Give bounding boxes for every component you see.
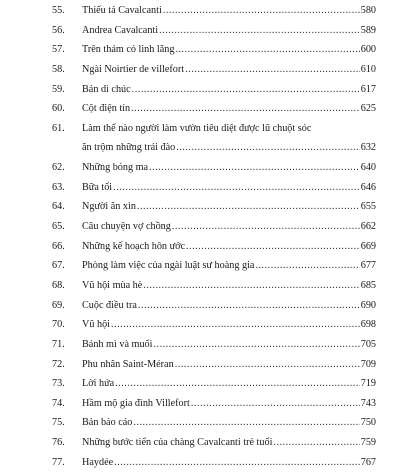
toc-entry-title: Haydée (82, 456, 114, 468)
toc-entry-page: 600 (360, 44, 376, 56)
toc-entry-number: 69. (52, 299, 65, 311)
toc-entry-number: 56. (52, 24, 65, 36)
toc-entry-page: 719 (360, 378, 376, 390)
toc-entry-page: 669 (360, 240, 376, 252)
toc-entry-page: 677 (360, 260, 376, 272)
toc-entry-68[interactable] (52, 276, 376, 296)
toc-entry-page: 743 (360, 397, 376, 409)
dot-leader (111, 315, 360, 335)
toc-entry-number: 72. (52, 358, 65, 370)
dot-leader (186, 237, 360, 257)
toc-entry-page: 662 (360, 221, 376, 233)
toc-entry-page: 625 (360, 103, 376, 115)
toc-entry-title: Hầm mộ gia đình Villefort (82, 397, 190, 409)
toc-entry-page: 750 (360, 417, 376, 429)
toc-entry-59[interactable] (52, 80, 376, 100)
toc-entry-page: 632 (360, 142, 376, 154)
toc-entry-61-continued[interactable] (52, 138, 376, 158)
dot-leader (132, 80, 360, 100)
toc-entry-title: Cuộc điều tra (82, 299, 137, 311)
dot-leader (153, 335, 359, 355)
toc-entry-75[interactable] (52, 413, 376, 433)
dot-leader (143, 276, 359, 296)
toc-entry-page: 580 (360, 5, 376, 16)
toc-entry-number: 67. (52, 260, 65, 272)
toc-entry-57[interactable] (52, 40, 376, 60)
toc-entry-71[interactable] (52, 335, 376, 355)
toc-entry-number: 62. (52, 162, 65, 174)
toc-entry-page: 640 (360, 162, 376, 174)
toc-entry-73[interactable] (52, 374, 376, 394)
dot-leader (255, 256, 359, 276)
toc-entry-title: Bữa tối (82, 181, 113, 193)
toc-entry-56[interactable] (52, 21, 376, 41)
toc-entry-title: Cột điện tín (82, 103, 131, 115)
toc-entry-title: Câu chuyện vợ chồng (82, 221, 171, 233)
toc-entry-76[interactable] (52, 433, 376, 453)
dot-leader (114, 453, 360, 472)
dot-leader (137, 197, 360, 217)
toc-entry-number: 61. (52, 122, 65, 134)
dot-leader (133, 413, 359, 433)
toc-entry-title: Thiếu tá Cavalcanti (82, 5, 162, 16)
toc-entry-page: 709 (360, 358, 376, 370)
toc-entry-title: Bánh mì và muối (82, 338, 153, 350)
toc-entry-title: Ngài Noirtier de villefort (82, 63, 185, 75)
toc-entry-title: Bản báo cáo (82, 417, 133, 429)
toc-entry-page: 617 (360, 83, 376, 95)
dot-leader (159, 21, 360, 41)
toc-entry-60[interactable] (52, 99, 376, 119)
dot-leader (115, 374, 360, 394)
toc-entry-page: 610 (360, 63, 376, 75)
toc-entry-number: 63. (52, 181, 65, 193)
toc-entry-55[interactable] (52, 1, 376, 21)
toc-entry-title: Phu nhân Saint-Méran (82, 358, 174, 370)
toc-entry-number: 58. (52, 63, 65, 75)
dot-leader (131, 99, 360, 119)
toc-entry-number: 65. (52, 221, 65, 233)
toc-entry-page: 589 (360, 24, 376, 36)
toc-entry-title-continued: ăn trộm những trái đào (82, 142, 176, 154)
toc-entry-67[interactable] (52, 256, 376, 276)
toc-entry-63[interactable] (52, 178, 376, 198)
toc-entry-title: Làm thế nào người làm vườn tiêu diệt được lũ chuột sóc (82, 122, 312, 134)
toc-entry-number: 59. (52, 83, 65, 95)
toc-entry-65[interactable] (52, 217, 376, 237)
dot-leader (163, 1, 360, 21)
toc-entry-70[interactable] (52, 315, 376, 335)
toc-entry-number: 71. (52, 338, 65, 350)
dot-leader (185, 60, 360, 80)
toc-entry-number: 77. (52, 456, 65, 468)
toc-entry-number: 70. (52, 319, 65, 331)
dot-leader (149, 158, 360, 178)
toc-entry-title: Vũ hội (82, 319, 111, 331)
toc-entry-61[interactable] (52, 119, 376, 139)
toc-entry-66[interactable] (52, 237, 376, 257)
dot-leader (176, 138, 359, 158)
toc-entry-page: 646 (360, 181, 376, 193)
toc-entry-title: Bản di chúc (82, 83, 131, 95)
toc-entry-number: 74. (52, 397, 65, 409)
toc-entry-number: 60. (52, 103, 65, 115)
toc-entry-74[interactable] (52, 394, 376, 414)
dot-leader (175, 355, 360, 375)
toc-entry-page: 759 (360, 437, 376, 449)
dot-leader (172, 217, 360, 237)
toc-entry-number: 75. (52, 417, 65, 429)
toc-entry-page: 698 (360, 319, 376, 331)
toc-entry-62[interactable] (52, 158, 376, 178)
toc-entry-69[interactable] (52, 296, 376, 316)
toc-entry-page: 685 (360, 279, 376, 291)
toc-entry-58[interactable] (52, 60, 376, 80)
toc-entry-number: 68. (52, 279, 65, 291)
toc-entry-title: Trên thảm cỏ linh lăng (82, 44, 175, 56)
toc-entry-title: Người ăn xin (82, 201, 136, 213)
dot-leader (191, 394, 360, 414)
table-of-contents (52, 1, 376, 472)
toc-entry-number: 55. (52, 5, 65, 16)
dot-leader (138, 296, 360, 316)
toc-entry-number: 57. (52, 44, 65, 56)
toc-entry-72[interactable] (52, 355, 376, 375)
toc-entry-77[interactable] (52, 453, 376, 472)
dot-leader (273, 433, 359, 453)
toc-entry-64[interactable] (52, 197, 376, 217)
toc-entry-number: 66. (52, 240, 65, 252)
toc-entry-title: Lời hứa (82, 378, 115, 390)
toc-entry-title: Những bước tiến của chàng Cavalcanti trẻ tuổi (82, 437, 273, 449)
toc-entry-title: Andrea Cavalcanti (82, 24, 159, 36)
toc-entry-page: 767 (360, 456, 376, 468)
toc-entry-page: 705 (360, 338, 376, 350)
dot-leader (113, 178, 360, 198)
toc-entry-title: Vũ hội mùa hè (82, 279, 143, 291)
toc-entry-number: 64. (52, 201, 65, 213)
toc-entry-title: Những kế hoạch hôn ước (82, 240, 185, 252)
toc-entry-title: Phòng làm việc của ngài luật sư hoàng gia (82, 260, 255, 272)
toc-entry-page: 655 (360, 201, 376, 213)
dot-leader (175, 40, 359, 60)
toc-entry-page: 690 (360, 299, 376, 311)
toc-entry-number: 73. (52, 378, 65, 390)
toc-entry-number: 76. (52, 437, 65, 449)
toc-entry-title: Những bóng ma (82, 162, 149, 174)
